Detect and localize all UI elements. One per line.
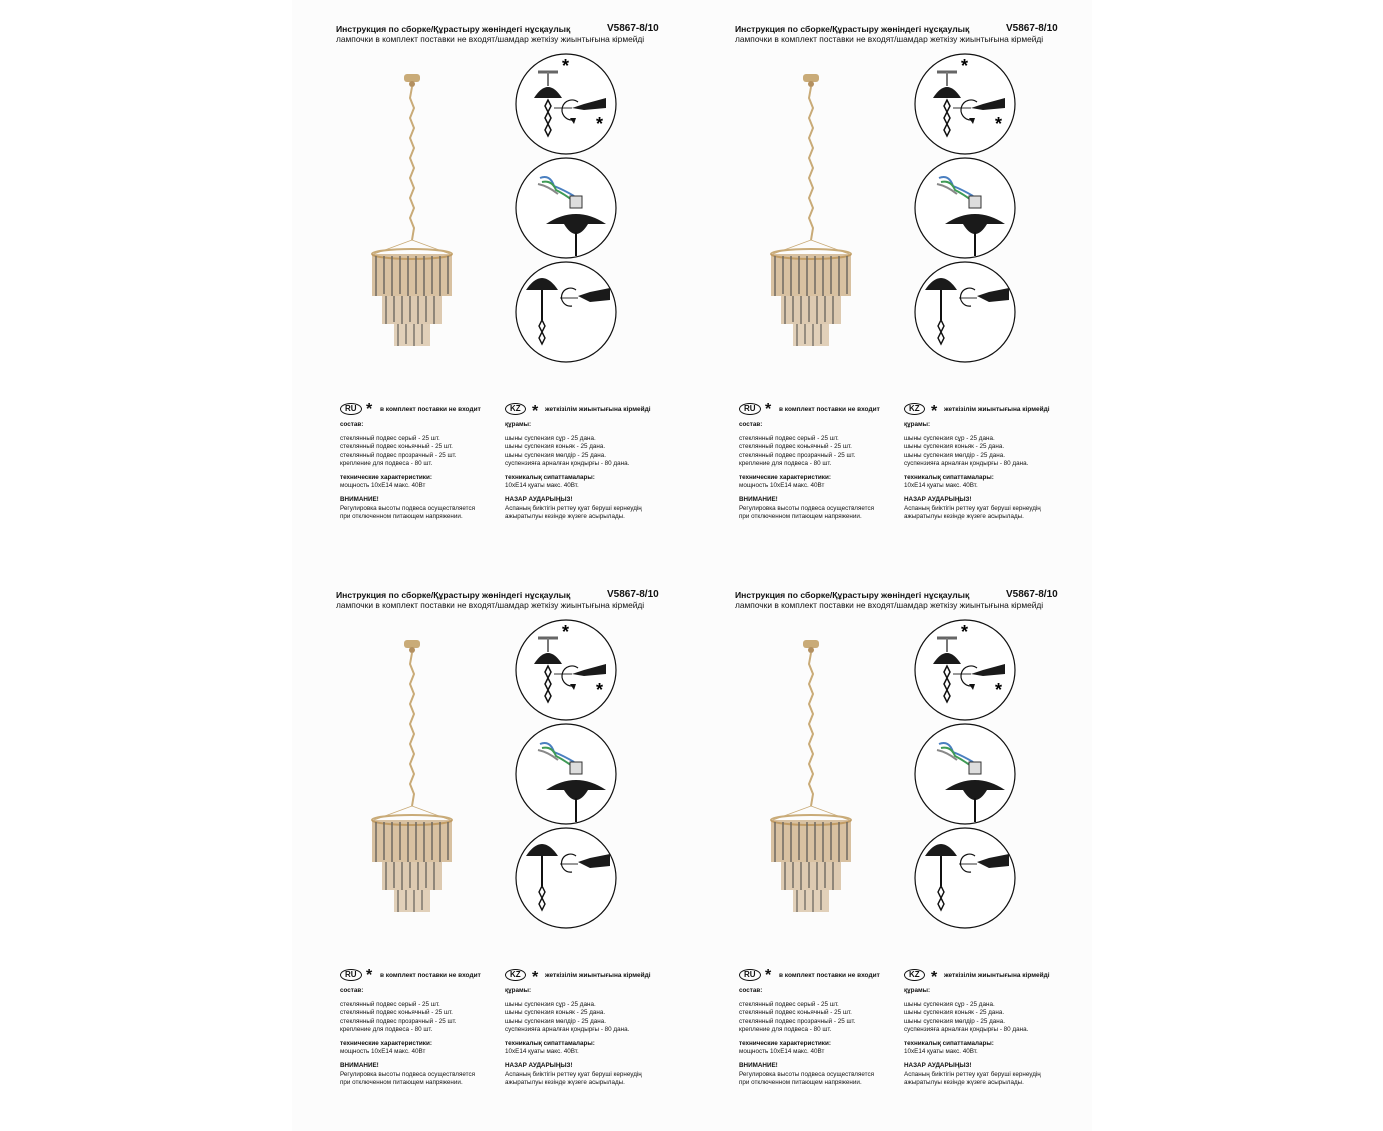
kz-warning-line: ажыратылуы кезінде жүзеге асырылады. (505, 512, 625, 520)
kz-warning-line: Аспаның биіктігін реттеу қуат беруші кернеудің (505, 1070, 642, 1078)
ru-spec-column (739, 987, 874, 1087)
product-code: V5867-8/10 (1006, 23, 1058, 34)
kz-item: шыны суспензия мөлдір - 25 дана. (904, 1017, 1005, 1025)
ru-tech-value: мощность 10хЕ14 макс. 40Вт (340, 1048, 426, 1056)
kz-warning-label: НАЗАР АУДАРЫҢЫЗ! (904, 496, 972, 504)
ru-star-icon: * (765, 401, 772, 418)
kz-item: шыны суспензия коньяк - 25 дана. (904, 1009, 1005, 1017)
kz-not-included-note: жеткізілім жиынтығына кірмейді (944, 972, 1050, 979)
diagram-step-height-adjust (913, 52, 1017, 156)
ru-warning-label: ВНИМАНИЕ! (340, 1062, 379, 1070)
kz-warning-line: ажыратылуы кезінде жүзеге асырылады. (904, 1078, 1024, 1086)
kz-tech-label: техникалық сипаттамалары: (904, 474, 994, 482)
diagram-star-bottom: * (995, 680, 1003, 700)
ru-warning-line: Регулировка высоты подвеса осуществляется (739, 504, 875, 512)
kz-not-included-note: жеткізілім жиынтығына кірмейді (545, 406, 651, 413)
kz-item: шыны суспензия сұр - 25 дана. (904, 1001, 995, 1009)
ru-item: стеклянный подвес коньячный - 25 шт. (340, 443, 453, 451)
ru-item: стеклянный подвес прозрачный - 25 шт. (739, 1017, 856, 1025)
chandelier-illustration (362, 68, 462, 358)
diagram-step-fixing (514, 260, 618, 364)
kz-warning-label: НАЗАР АУДАРЫҢЫЗ! (904, 1062, 972, 1070)
instruction-sheet-1 (292, 0, 682, 545)
kz-spec-column (904, 421, 1041, 521)
kz-tech-label: техникалық сипаттамалары: (505, 474, 595, 482)
kz-badge: KZ (904, 403, 925, 415)
ru-warning-label: ВНИМАНИЕ! (739, 1062, 778, 1070)
ru-tech-label: технические характеристики: (739, 474, 831, 482)
kz-badge: KZ (904, 969, 925, 981)
sheet-subtitle: лампочки в комплект поставки не входят/шамдар жеткізу жиынтығына кірмейді (735, 34, 1044, 44)
ru-composition-label: состав: (340, 987, 364, 994)
ru-item: стеклянный подвес серый - 25 шт. (340, 435, 440, 443)
kz-item: шыны суспензия сұр - 25 дана. (505, 1001, 596, 1009)
diagram-step-fixing (913, 826, 1017, 930)
kz-spec-column (904, 987, 1041, 1087)
ru-item: крепление для подвеса - 80 шт. (739, 459, 832, 467)
diagram-star-top: * (961, 56, 969, 76)
ru-warning-line: Регулировка высоты подвеса осуществляется (739, 1070, 875, 1078)
kz-item: шыны суспензия сұр - 25 дана. (505, 435, 596, 443)
ru-warning-label: ВНИМАНИЕ! (739, 496, 778, 504)
kz-badge: KZ (505, 403, 526, 415)
kz-spec-column (505, 421, 642, 521)
product-code: V5867-8/10 (607, 589, 659, 600)
ru-warning-line: при отключенном питающем напряжении. (340, 512, 463, 520)
chandelier-illustration (362, 634, 462, 924)
ru-spec-column (340, 987, 475, 1087)
diagram-step-height-adjust (913, 618, 1017, 722)
ru-item: стеклянный подвес серый - 25 шт. (739, 435, 839, 443)
ru-spec-column (340, 421, 475, 521)
chandelier-illustration (761, 68, 861, 358)
product-code: V5867-8/10 (1006, 589, 1058, 600)
kz-star-icon: * (931, 969, 938, 986)
ru-not-included-note: в комплект поставки не входит (380, 406, 481, 413)
ru-tech-value: мощность 10хЕ14 макс. 40Вт (340, 482, 426, 490)
sheet-subtitle: лампочки в комплект поставки не входят/шамдар жеткізу жиынтығына кірмейді (336, 34, 645, 44)
ru-star-icon: * (765, 967, 772, 984)
kz-tech-value: 10хЕ14 қуаты макс. 40Вт. (505, 1048, 579, 1056)
kz-item: шыны суспензия сұр - 25 дана. (904, 435, 995, 443)
ru-tech-value: мощность 10хЕ14 макс. 40Вт (739, 1048, 825, 1056)
ru-warning-line: при отключенном питающем напряжении. (739, 1078, 862, 1086)
diagram-step-wiring (514, 722, 618, 826)
ru-badge: RU (739, 969, 761, 981)
ru-star-icon: * (366, 401, 373, 418)
ru-item: стеклянный подвес коньячный - 25 шт. (739, 443, 852, 451)
diagram-step-height-adjust (514, 618, 618, 722)
ru-tech-label: технические характеристики: (340, 1040, 432, 1048)
kz-item: шыны суспензия мөлдір - 25 дана. (505, 1017, 606, 1025)
sheet-title: Инструкция по сборке/Құрастыру жөніндегі нұсқаулық (735, 24, 970, 34)
kz-warning-line: Аспаның биіктігін реттеу қуат беруші кернеудің (505, 504, 642, 512)
ru-spec-column (739, 421, 874, 521)
kz-item: шыны суспензия коньяк - 25 дана. (505, 443, 606, 451)
kz-item: шыны суспензия мөлдір - 25 дана. (505, 451, 606, 459)
ru-not-included-note: в комплект поставки не входит (779, 406, 880, 413)
ru-warning-line: Регулировка высоты подвеса осуществляется (340, 1070, 476, 1078)
ru-item: крепление для подвеса - 80 шт. (340, 459, 433, 467)
sheet-title: Инструкция по сборке/Құрастыру жөніндегі нұсқаулық (336, 24, 571, 34)
kz-warning-line: ажыратылуы кезінде жүзеге асырылады. (505, 1078, 625, 1086)
product-code: V5867-8/10 (607, 23, 659, 34)
kz-item: суспензияға арналған қондырғы - 80 дана. (505, 459, 630, 467)
kz-composition-label: құрамы: (505, 421, 532, 428)
diagram-step-fixing (514, 826, 618, 930)
kz-composition-label: құрамы: (904, 987, 931, 994)
ru-item: крепление для подвеса - 80 шт. (739, 1025, 832, 1033)
chandelier-illustration (761, 634, 861, 924)
diagram-star-top: * (562, 56, 570, 76)
ru-tech-value: мощность 10хЕ14 макс. 40Вт (739, 482, 825, 490)
ru-composition-label: состав: (340, 421, 364, 428)
kz-tech-value: 10хЕ14 қуаты макс. 40Вт. (904, 482, 978, 490)
kz-composition-label: құрамы: (505, 987, 532, 994)
ru-composition-label: состав: (739, 421, 763, 428)
diagram-step-fixing (913, 260, 1017, 364)
diagram-star-top: * (961, 622, 969, 642)
kz-item: суспензияға арналған қондырғы - 80 дана. (904, 459, 1029, 467)
sheet-subtitle: лампочки в комплект поставки не входят/шамдар жеткізу жиынтығына кірмейді (735, 600, 1044, 610)
kz-badge: KZ (505, 969, 526, 981)
sheet-title: Инструкция по сборке/Құрастыру жөніндегі нұсқаулық (735, 590, 970, 600)
kz-not-included-note: жеткізілім жиынтығына кірмейді (944, 406, 1050, 413)
diagram-star-bottom: * (995, 114, 1003, 134)
kz-warning-label: НАЗАР АУДАРЫҢЫЗ! (505, 496, 573, 504)
kz-tech-label: техникалық сипаттамалары: (505, 1040, 595, 1048)
ru-tech-label: технические характеристики: (340, 474, 432, 482)
ru-badge: RU (340, 403, 362, 415)
kz-spec-column (505, 987, 642, 1087)
ru-not-included-note: в комплект поставки не входит (779, 972, 880, 979)
ru-item: стеклянный подвес серый - 25 шт. (739, 1001, 839, 1009)
kz-item: шыны суспензия коньяк - 25 дана. (505, 1009, 606, 1017)
ru-warning-label: ВНИМАНИЕ! (340, 496, 379, 504)
diagram-star-top: * (562, 622, 570, 642)
ru-item: крепление для подвеса - 80 шт. (340, 1025, 433, 1033)
kz-item: суспензияға арналған қондырғы - 80 дана. (505, 1025, 630, 1033)
diagram-step-wiring (913, 156, 1017, 260)
sheet-subtitle: лампочки в комплект поставки не входят/шамдар жеткізу жиынтығына кірмейді (336, 600, 645, 610)
ru-star-icon: * (366, 967, 373, 984)
ru-not-included-note: в комплект поставки не входит (380, 972, 481, 979)
instruction-sheet-2 (691, 0, 1081, 545)
kz-item: суспензияға арналған қондырғы - 80 дана. (904, 1025, 1029, 1033)
ru-item: стеклянный подвес серый - 25 шт. (340, 1001, 440, 1009)
ru-warning-line: при отключенном питающем напряжении. (739, 512, 862, 520)
kz-star-icon: * (931, 403, 938, 420)
diagram-step-wiring (514, 156, 618, 260)
ru-item: стеклянный подвес коньячный - 25 шт. (739, 1009, 852, 1017)
diagram-step-height-adjust (514, 52, 618, 156)
ru-warning-line: при отключенном питающем напряжении. (340, 1078, 463, 1086)
kz-warning-line: Аспаның биіктігін реттеу қуат беруші кернеудің (904, 1070, 1041, 1078)
kz-item: шыны суспензия мөлдір - 25 дана. (904, 451, 1005, 459)
ru-item: стеклянный подвес прозрачный - 25 шт. (340, 451, 457, 459)
ru-tech-label: технические характеристики: (739, 1040, 831, 1048)
diagram-star-bottom: * (596, 114, 604, 134)
ru-badge: RU (340, 969, 362, 981)
kz-warning-label: НАЗАР АУДАРЫҢЫЗ! (505, 1062, 573, 1070)
kz-composition-label: құрамы: (904, 421, 931, 428)
kz-warning-line: Аспаның биіктігін реттеу қуат беруші кернеудің (904, 504, 1041, 512)
ru-badge: RU (739, 403, 761, 415)
kz-tech-label: техникалық сипаттамалары: (904, 1040, 994, 1048)
diagram-step-wiring (913, 722, 1017, 826)
ru-item: стеклянный подвес коньячный - 25 шт. (340, 1009, 453, 1017)
kz-star-icon: * (532, 969, 539, 986)
sheet-title: Инструкция по сборке/Құрастыру жөніндегі нұсқаулық (336, 590, 571, 600)
diagram-star-bottom: * (596, 680, 604, 700)
kz-tech-value: 10хЕ14 қуаты макс. 40Вт. (904, 1048, 978, 1056)
instruction-sheet-3 (292, 566, 682, 1111)
kz-not-included-note: жеткізілім жиынтығына кірмейді (545, 972, 651, 979)
kz-warning-line: ажыратылуы кезінде жүзеге асырылады. (904, 512, 1024, 520)
kz-star-icon: * (532, 403, 539, 420)
ru-composition-label: состав: (739, 987, 763, 994)
kz-item: шыны суспензия коньяк - 25 дана. (904, 443, 1005, 451)
ru-item: стеклянный подвес прозрачный - 25 шт. (739, 451, 856, 459)
ru-warning-line: Регулировка высоты подвеса осуществляется (340, 504, 476, 512)
instruction-sheet-4 (691, 566, 1081, 1111)
kz-tech-value: 10хЕ14 қуаты макс. 40Вт. (505, 482, 579, 490)
ru-item: стеклянный подвес прозрачный - 25 шт. (340, 1017, 457, 1025)
